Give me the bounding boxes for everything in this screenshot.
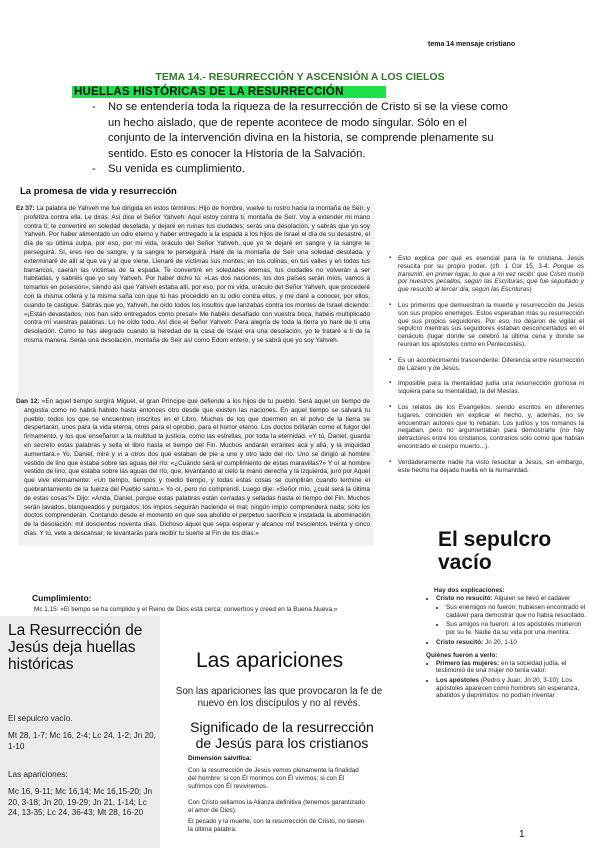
list-item: ▪ Verdaderamente nadie ha visto resucitar a Jesús, sin embargo, este hecho ha dejado huella en la humanidad.	[398, 459, 584, 475]
dimension-item: Con la resurrección de Jesús vemos plenamente la finalidad del hombre: si con Él morimos con Él vivimos; si con Él sufrimos con Él reviviremos.	[188, 767, 359, 790]
intro-list	[92, 100, 512, 178]
quienes-title: Quiénes fueron a verlo:	[426, 652, 498, 660]
dan-text: «En aquel tiempo surgirá Miguel, el gran Príncipe que defiende a los hijos de tu pueblo. Será aquel un tiempo de angustia como no habrá habido hasta entonces otro desde que existen las naciones. En aquel tiempo se salvará tu pueblo: todos los que se encuentren inscritos en el Libro. Muchos de los que duermen en el polvo de la tierra se despertarán, unos para la vida eterna, otros para el oprobio, para el horror eterno. Los doctos brillarán como el fulgor del firmamento, y los que enseñaron a la multitud la justicia, como las estrellas, por toda la eternidad. «Y tú, Daniel, guarda en secreto estas palabras y sella el libro hasta el tiempo del Fin. Muchos andarán errantes acá y allá, y la iniquidad aumentará.» Yo, Daniel, miré y vi a otros dos que estaban de pie a uno y otro lado del río. Uno se dirigió al hombre vestido de lino que estaba sobre las aguas del río: «¿Cuándo será el cumplimiento de estas maravillas?» Y oí al hombre vestido de lino, que estaba sobre las aguas del río, que, levantando al cielo la mano derecha y la izquierda, juró por Aquel que vive eternamente: «Un tiempo, tiempos y medio tiempo, y todas estas cosas se cumplirán cuando termine el quebrantamiento de la fuerza del Pueblo santo.» Yo oí, pero no comprendí. Luego dije: «Señor mío, ¿cuál será la última de estas cosas?» Dijo: «Anda, Daniel, porque estas palabras están cerradas y selladas hasta el tiempo del Fin. Muchos serán lavados, blanqueados y purgados; los impíos seguirán haciendo el mal; ningún impío comprenderá nada; sólo los doctos comprenderán. Contando desde el momento en que sea abolido el perpetuo sacrificio e instalada la abominación de la desolación: mil doscientos noventa días. Dichoso aquel que sepa esperar y alcance mil trescientos treinta y cinco días. Y tú, vete a descansar; te levantarás para recibir tu suerte al Fin de los días.»	[24, 398, 370, 537]
sepulcro-label: El sepulcro vacío.	[8, 714, 73, 723]
ez-37-paragraph	[16, 205, 370, 346]
list-item: • Cristo no resucitó: Alguien se llevó el cadáver • Sus enemigos no fueron: hubiesen encontrado el cadáver para demostrar que no había resucitado. • Sus amigos no fueron: a los apóstoles murieron por su fe. Nadie da su vida por una mentira.	[436, 595, 591, 637]
list-item: ▪ Los primeros que demuestran la muerte y resurrección de Jesús son sus propios enemigos. Estos esperaban más su resurrección que sus propios seguidores. Por eso, no dejaron de vigilar el sepulcro mientras sus seguidores estaban desconcertados en el cenáculo (lugar donde se celebró la última cena y donde se reunían los apóstoles como en Pentecostés).	[398, 302, 584, 349]
sepulcro-refs: Mt 28, 1-7; Mc 16, 2-4; Lc 24, 1-2; Jn 20, 1-10	[8, 731, 156, 751]
intro-item: - Su venida es cumplimiento.	[92, 162, 512, 178]
page-number: 1	[519, 829, 525, 840]
highlighted-subtitle: HUELLAS HISTÓRICAS DE LA RESURRECCIÓN	[72, 86, 386, 98]
significado-title: Significado de la resurrección de Jesús para los cristianos	[190, 719, 374, 751]
list-item: ▪ Los relatos de los Evangelios, siendo escritos en diferentes lugares, coinciden en explicar el hecho, y, además, no se encuentran autores que lo rebatan. Los judíos y los romanos la negaban, pero no argumentaban para demostrarlo (no hay detractores entre los cristianos, contrarios sólo como que habían encontrado el cuerpo muerto...).	[398, 404, 584, 451]
section-heading-promesa: La promesa de vida y resurrección	[20, 186, 177, 197]
list-item: • Sus amigos no fueron: a los apóstoles murieron por su fe. Nadie da su vida por una mentira.	[446, 621, 591, 636]
apariciones-label: Las apariciones:	[8, 770, 68, 779]
right-points-list	[388, 255, 584, 482]
explicaciones-block	[426, 587, 591, 702]
intro-item: - No se entendería toda la riqueza de la resurrección de Cristo si se la viese como un hecho aislado, que de repente acontece de modo singular. Sólo en el conjunto de la intervención divina en la historia, se comprende plenamente su sentido. Esto es conocer la Historia de la Salvación.	[92, 100, 512, 162]
dan-12-paragraph	[16, 398, 370, 539]
apariciones-title: Las apariciones	[196, 649, 344, 672]
apariciones-refs: Mc 16, 9-11; Mc 16,14; Mc 16,15-20; Jn 20, 3-18; Jn 20, 19-29; Jn 21, 1-14; Lc 24, 13-35; Lc 24, 36-43; Mt 28, 16-20	[8, 787, 153, 817]
apariciones-subtitle: Son las apariciones las que provocaron la fe de nuevo en los discípulos y no al revés.	[175, 686, 383, 709]
list-item: • Primero las mujeres: en la sociedad judía, el testimonio de una mujer no tenía valor.	[436, 660, 591, 675]
cumplimiento-title: Cumplimiento:	[32, 593, 92, 603]
list-item: ▪ Esto explica por qué es esencial para la fe cristiana. Jesús resucita por su propio poder. (cfr. 1 Cor 15, 3-4: Porque os transmití, en primer lugar, lo que a mi vez recibí: que Cristo murió por nuestros pecados, según las Escrituras; que fue sepultado y que resucitó al tercer día, según las Escrituras)	[398, 255, 584, 294]
list-item: • Cristo resucitó: Jn 20, 1-10	[436, 639, 591, 647]
page-title: TEMA 14.- RESURRECCIÓN Y ASCENSIÓN A LOS CIELOS	[155, 71, 445, 83]
cumplimiento-text: Mc 1,15: «El tiempo se ha cumplido y el Reino de Dios está cerca; convertíos y creed en la Buena Nueva.»	[34, 606, 338, 613]
dimension-item: El pecado y la muerte, con la resurrección de Cristo, no tienen la última palabra.	[188, 818, 365, 833]
dimension-title: Dimensión salvífica:	[188, 755, 252, 762]
dan-label: Dan 12:	[16, 398, 40, 405]
ez-text: La palabra de Yahveh me fue dirigida en estos términos: Hijo de hombre, vuelve tu rostro hacia la montaña de Seír, y profetiza contra ella. Le dirás: Así dice el Señor Yahveh: Aquí estoy contra ti, montaña de Seír. Voy a extender mi mano contra ti; te convertiré en soledad desolada, y dejaré en ruinas tus ciudades; serás una desolación, y sabrás que yo soy Yahveh. Por haber alimentado un odio eterno y haber entregado a la espada a los hijos de Israel el día de su desastre, el día de su última culpa, por eso, por mi vida, oráculo del Señor Yahveh, que yo te dejaré en sangre y la sangre te perseguirá. Sí, eres reo de sangre, y la sangre te perseguirá. Haré de la montaña de Seír una soledad desolada, y exterminaré de allí al que va y al que viene. Llenaré de víctimas sus montes; en tus colinas, en tus valles y en todos tus barrancos, caerán las víctimas de la espada. Te convertiré en soledades eternas, tus ciudades no volverán a ser habitadas, y sabréis que yo soy Yahveh. Por haber dicho tú: «Las dos naciones, los dos países serán míos, vamos a tomarlos en posesión», siendo así que Yahveh estaba allí, por eso, por mi vida, oráculo del Señor Yahveh, que procederé con la misma cólera y la misma saña con que tú has procedido en tu odio contra ellos, y me daré a conocer, por ellos, cuando te castigue. Sabrás que yo, Yahveh, he oído todos los insultos que lanzabas contra los montes de Israel diciendo: «¡Están devastados, nos han sido entregados como presa!» Me habéis desafiado con vuestra boca, habéis multiplicado contra mí vuestras palabras. Lo he oído todo. Así dice el Señor Yahveh: Para alegría de toda la tierra yo haré de ti una desolación. Como te has alegrado cuando la heredad de la casa de Israel era una desolación, yo te trataré a ti de la misma manera. Serás una desolación, montaña de Seír así como Edom entero, y se sabrá que yo soy Yahveh.	[24, 205, 370, 344]
ez-label: Ez 37:	[16, 205, 35, 212]
list-item: • Los apóstoles (Pedro y Juan: Jn 20, 3-10): Los apóstoles aparecen como hombres sin esperanza, abatidos y deprimidos: no podían inventar	[436, 677, 591, 700]
list-item: • Sus enemigos no fueron: hubiesen encontrado el cadáver para demostrar que no había resucitado.	[446, 604, 591, 619]
list-item: ▪ Es un acontecimiento trascendente: Diferencia entre resurrección de Lázaro y de Jesús.	[398, 357, 584, 373]
huellas-title: La Resurrección de Jesús deja huellas históricas	[8, 622, 143, 673]
explicaciones-title: Hay dos explicaciones:	[434, 587, 505, 594]
dimension-item: Con Cristo sellamos la Alianza definitiva (tenemos garantizado el amor de Dios).	[188, 799, 365, 814]
list-item: ▪ Imposible para la mentalidad judía una resurrección gloriosa ni siquiera para su mentalidad, la del Mesías.	[398, 380, 584, 396]
sepulcro-title: El sepulcro vacío	[438, 528, 552, 574]
document-header: tema 14 mensaje cristiano	[428, 41, 516, 48]
